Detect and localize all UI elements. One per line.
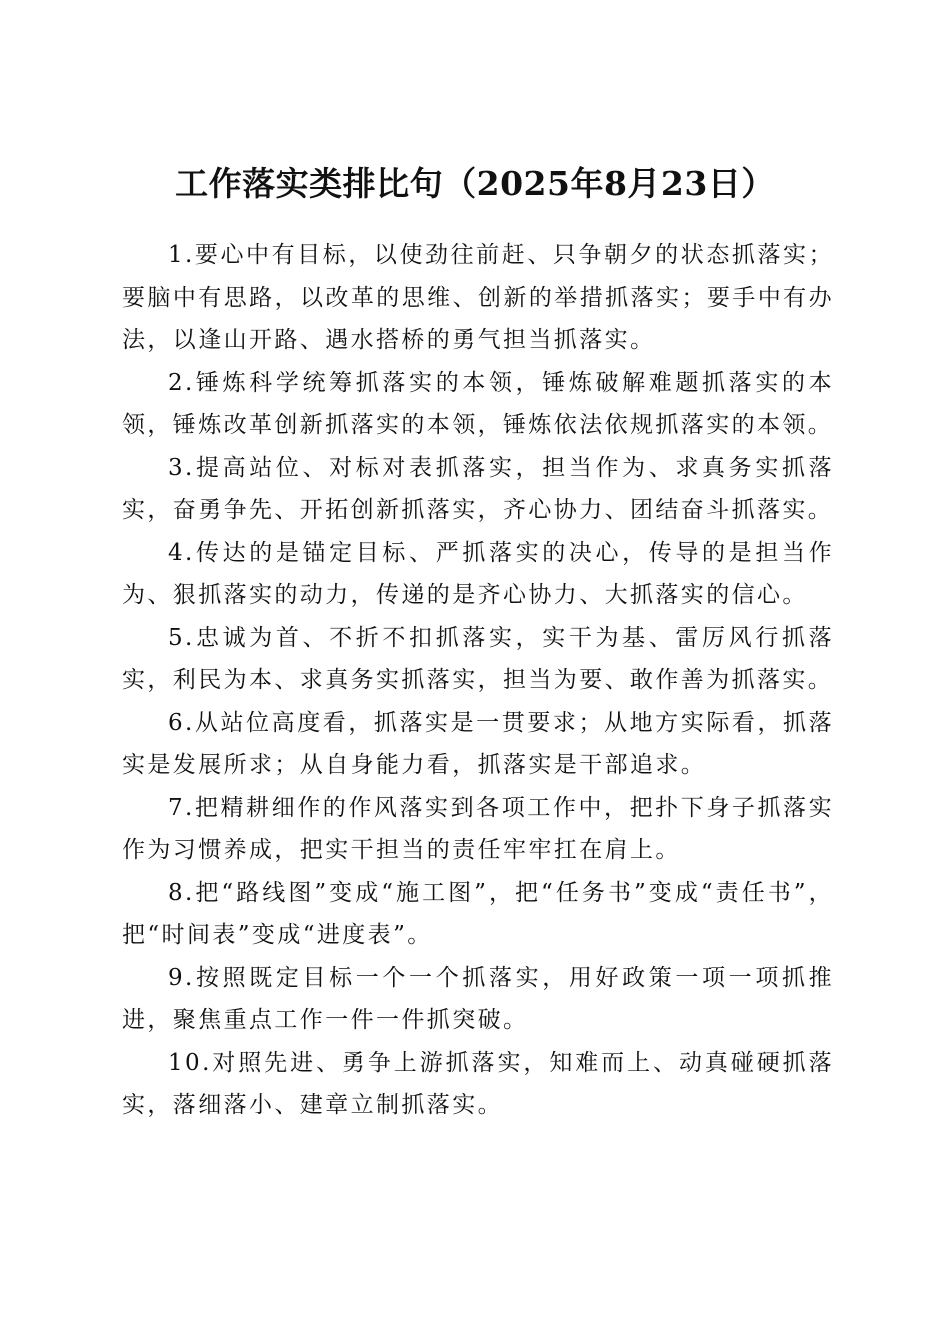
document-title: 工作落实类排比句（2025年8月23日） [175,164,775,204]
paragraph-8: 8.把“路线图”变成“施工图”，把“任务书”变成“责任书”，把“时间表”变成“进度表”。 [122,879,834,948]
paragraph-1: 1.要心中有目标，以使劲往前赶、只争朝夕的状态抓落实；要脑中有思路，以改革的思维、创新的举措抓落实；要手中有办法，以逢山开路、遇水搭桥的勇气担当抓落实。 [122,242,834,353]
document-body [122,234,834,1127]
paragraph-9: 9.按照既定目标一个一个抓落实，用好政策一项一项抓推进，聚焦重点工作一件一件抓突破。 [122,964,834,1033]
paragraph-10: 10.对照先进、勇争上游抓落实，知难而上、动真碰硬抓落实，落细落小、建章立制抓落实。 [122,1049,834,1118]
paragraph-5: 5.忠诚为首、不折不扣抓落实，实干为基、雷厉风行抓落实，利民为本、求真务实抓落实，担当为要、敢作善为抓落实。 [122,624,834,693]
paragraph-6: 6.从站位高度看，抓落实是一贯要求；从地方实际看，抓落实是发展所求；从自身能力看，抓落实是干部追求。 [122,709,834,778]
paragraph-2: 2.锤炼科学统筹抓落实的本领，锤炼破解难题抓落实的本领，锤炼改革创新抓落实的本领，锤炼依法依规抓落实的本领。 [122,369,834,438]
paragraph-7: 7.把精耕细作的作风落实到各项工作中，把扑下身子抓落实作为习惯养成，把实干担当的责任牢牢扛在肩上。 [122,794,834,863]
paragraph-3: 3.提高站位、对标对表抓落实，担当作为、求真务实抓落实，奋勇争先、开拓创新抓落实，齐心协力、团结奋斗抓落实。 [122,454,834,523]
paragraph-4: 4.传达的是锚定目标、严抓落实的决心，传导的是担当作为、狠抓落实的动力，传递的是齐心协力、大抓落实的信心。 [122,539,834,608]
